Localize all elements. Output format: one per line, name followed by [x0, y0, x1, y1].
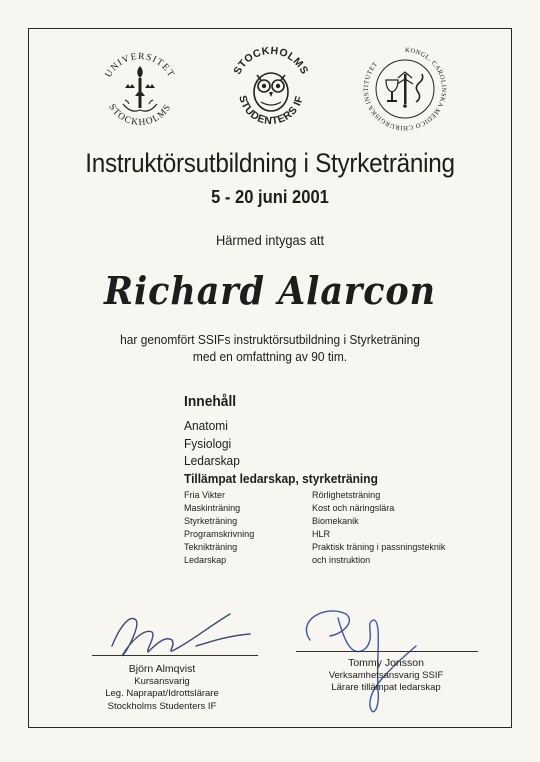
certification-intro: Härmed intygas att — [215, 232, 325, 248]
completion-line-1: har genomfört SSIFs instruktörsutbildning i Styrketräning — [120, 332, 420, 347]
left-signatory — [62, 663, 262, 713]
stockholm-university-seal — [95, 44, 185, 134]
subtopics-right — [312, 489, 445, 567]
seal-text-bottom: STUDENTERS IF — [236, 94, 306, 128]
seal-text-bottom: STOCKHOLMS — [106, 102, 174, 129]
subtopic: Programskrivning — [184, 529, 255, 540]
main-topics-list — [184, 417, 378, 487]
left-signature-line — [92, 655, 258, 656]
karolinska-seal — [360, 44, 450, 134]
main-topic: Fysiologi — [184, 435, 232, 451]
subtopic: Styrketräning — [184, 516, 238, 527]
completion-statement — [22, 331, 519, 365]
seal-ring-text: KONGL. CAROLINSKA MEDICO CHIRURGISKA INSTITUTET — [362, 46, 448, 132]
subtopic: Maskinträning — [184, 503, 241, 514]
subtopic: Rörlighetsträning — [312, 490, 381, 501]
signatory-role: Leg. Naprapat/Idrottslärare — [105, 688, 219, 699]
signatory-role: Kursansvarig — [134, 675, 190, 687]
seal-text-top: STOCKHOLMS — [231, 44, 311, 77]
subtopics-left — [184, 489, 254, 567]
subtopic: Ledarskap — [184, 555, 227, 566]
completion-line-2: med en omfattning av 90 tim. — [192, 349, 348, 364]
left-signature — [100, 606, 260, 668]
content-heading: Innehåll — [184, 393, 237, 410]
main-topic: Ledarskap — [184, 453, 240, 468]
seal-text-top: UNIVERSITET — [103, 51, 177, 80]
subtopic: och instruktion — [312, 555, 371, 566]
right-signature-line — [296, 651, 478, 652]
main-topic: Tillämpat ledarskap, styrketräning — [184, 470, 378, 486]
signatory-name: Björn Almqvist — [128, 663, 196, 675]
signatory-name: Tommy Jonsson — [348, 657, 424, 669]
ssif-seal — [225, 42, 317, 134]
certificate-title: Instruktörsutbildning i Styrketräning — [85, 148, 455, 178]
svg-text:STOCKHOLMS — [231, 45, 310, 77]
subtopic: Biomekanik — [312, 516, 359, 527]
course-dates: 5 - 20 juni 2001 — [211, 187, 329, 207]
main-topic: Anatomi — [184, 418, 228, 433]
signatory-role: Stockholms Studenters IF — [107, 700, 217, 712]
signatory-role: Verksamhetsansvarig SSIF — [328, 669, 444, 681]
subtopic: HLR — [312, 529, 331, 540]
subtopic: Kost och näringslära — [312, 503, 395, 514]
subtopic: Teknikträning — [184, 542, 238, 553]
recipient-name: Richard Alarcon — [103, 268, 437, 313]
subtopic: Praktisk träning i passningsteknik — [312, 542, 446, 553]
signatory-role: Lärare tillämpat ledarskap — [331, 682, 441, 693]
subtopic: Fria Vikter — [184, 490, 225, 501]
right-signatory — [286, 657, 486, 695]
